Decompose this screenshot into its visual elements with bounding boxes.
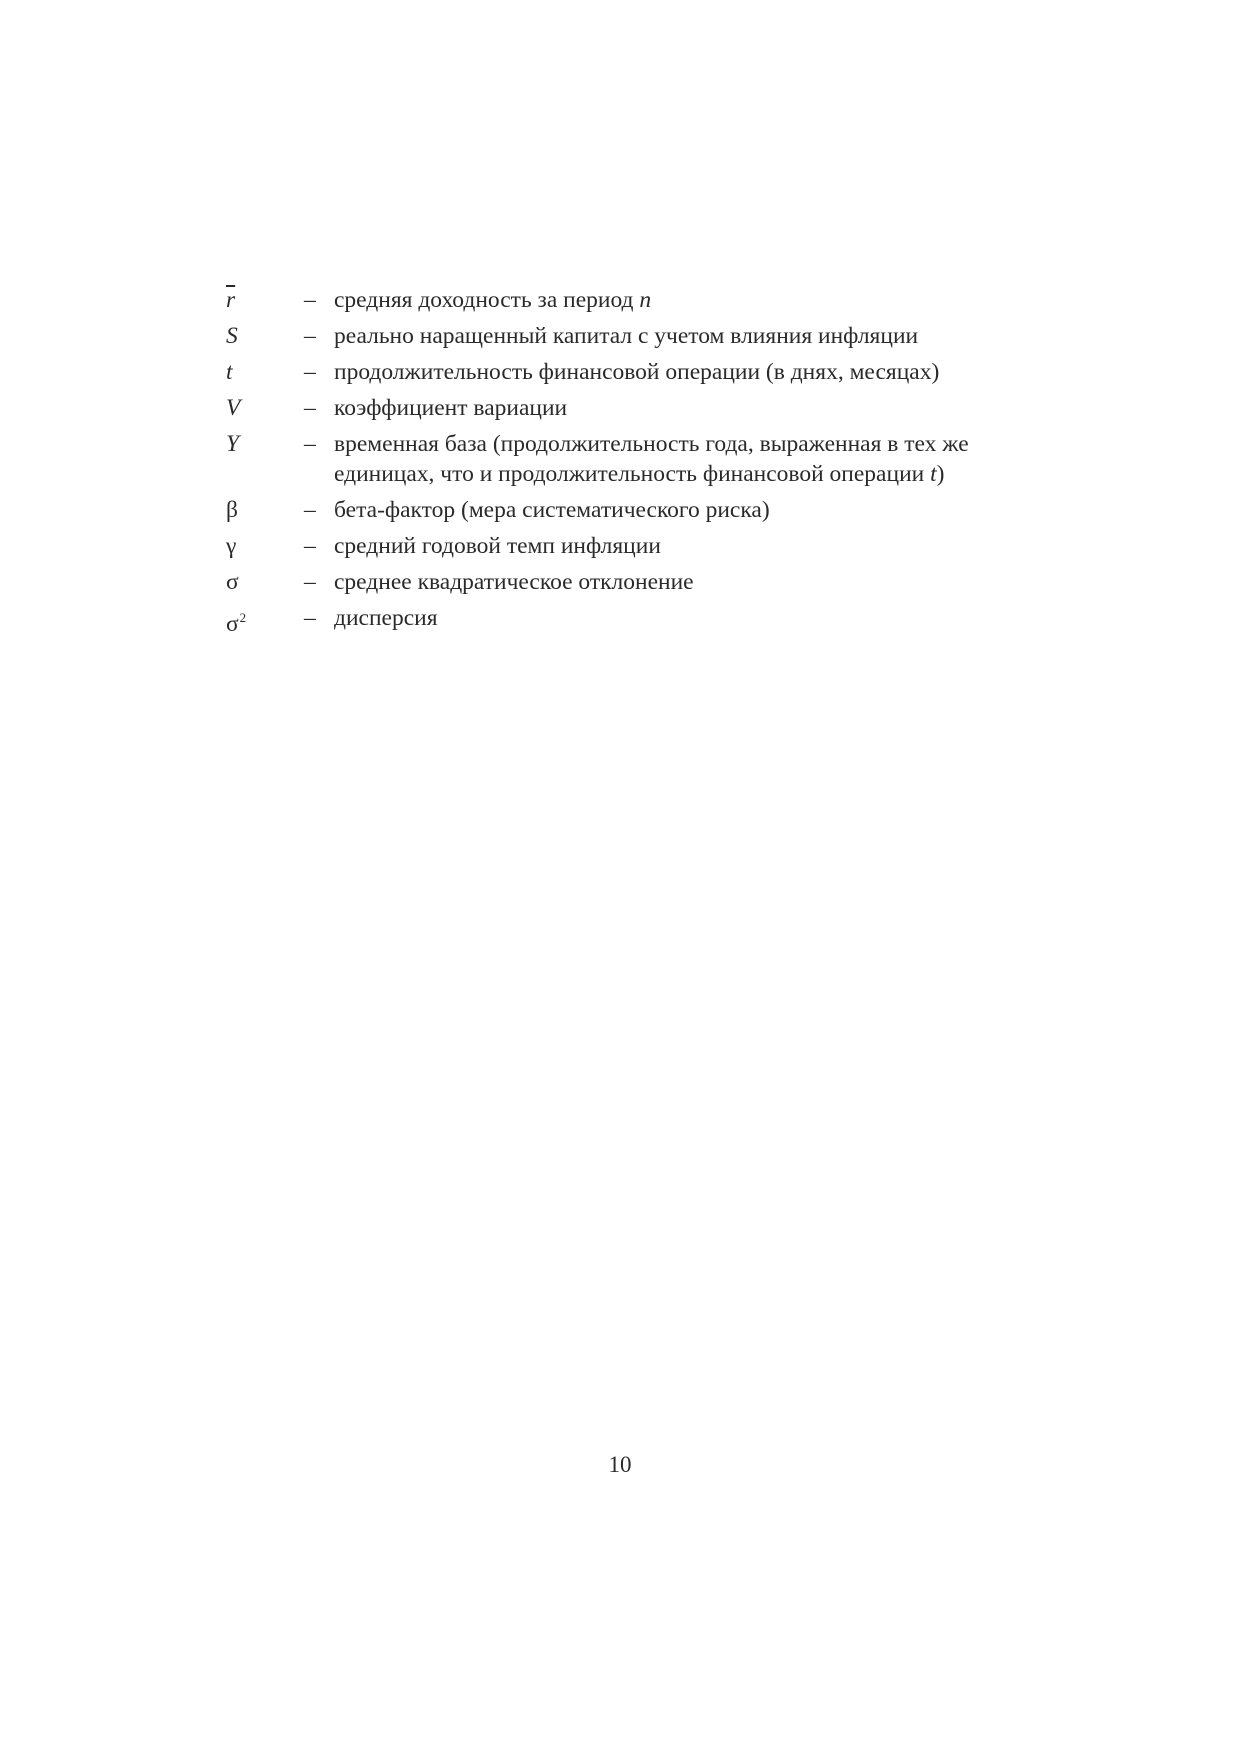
definition: средний годовой темп инфляции	[334, 533, 661, 559]
symbol-v: V	[226, 395, 241, 421]
definition: бета-фактор (мера систематического риска)	[334, 497, 770, 523]
symbol-sigma-squared: $\sigma^2$	[226, 610, 247, 637]
definition: средняя доходность за период n	[334, 287, 652, 313]
symbol-t: t	[226, 359, 233, 385]
dash: –	[304, 569, 316, 595]
symbol-s: S	[226, 323, 238, 349]
notation-entry-sigma-squared	[226, 603, 1046, 639]
definition: реально наращенный капитал с учетом влияния инфляции	[334, 323, 919, 349]
notation-list	[226, 285, 1046, 645]
definition-line-2: единицах, что и продолжительность финансовой операции	[334, 461, 931, 487]
dash: –	[304, 497, 316, 523]
page-number: 10	[608, 1452, 632, 1477]
definition: дисперсия	[334, 605, 438, 631]
symbol-beta: β	[226, 497, 238, 523]
symbol-gamma: γ	[226, 533, 237, 559]
notation-entry-gamma	[226, 531, 1046, 561]
dash: –	[304, 431, 316, 457]
notation-entry-r-bar	[226, 285, 1046, 315]
dash: –	[304, 287, 316, 313]
notation-entry-beta	[226, 495, 1046, 525]
symbol-r-bar: $\overline{r}$	[226, 287, 236, 313]
dash: –	[304, 359, 316, 385]
definition: продолжительность финансовой операции (в днях, месяцах)	[334, 359, 940, 385]
definition-line-1: временная база (продолжительность года, выраженная в тех же	[334, 431, 969, 457]
dash: –	[304, 395, 316, 421]
notation-entry-v	[226, 393, 1046, 423]
notation-entry-sigma	[226, 567, 1046, 597]
symbol-y: Y	[226, 431, 240, 457]
notation-entry-y	[226, 429, 1046, 489]
symbol-sigma: σ	[226, 569, 239, 595]
definition: временная база (продолжительность года, выраженная в тех же единицах, что и продолжительность финансовой операции t)	[334, 431, 969, 487]
notation-entry-t	[226, 357, 1046, 387]
notation-entry-s	[226, 321, 1046, 351]
dash: –	[304, 533, 316, 559]
dash: –	[304, 605, 316, 631]
definition: коэффициент вариации	[334, 395, 568, 421]
definition: среднее квадратическое отклонение	[334, 569, 694, 595]
dash: –	[304, 323, 316, 349]
